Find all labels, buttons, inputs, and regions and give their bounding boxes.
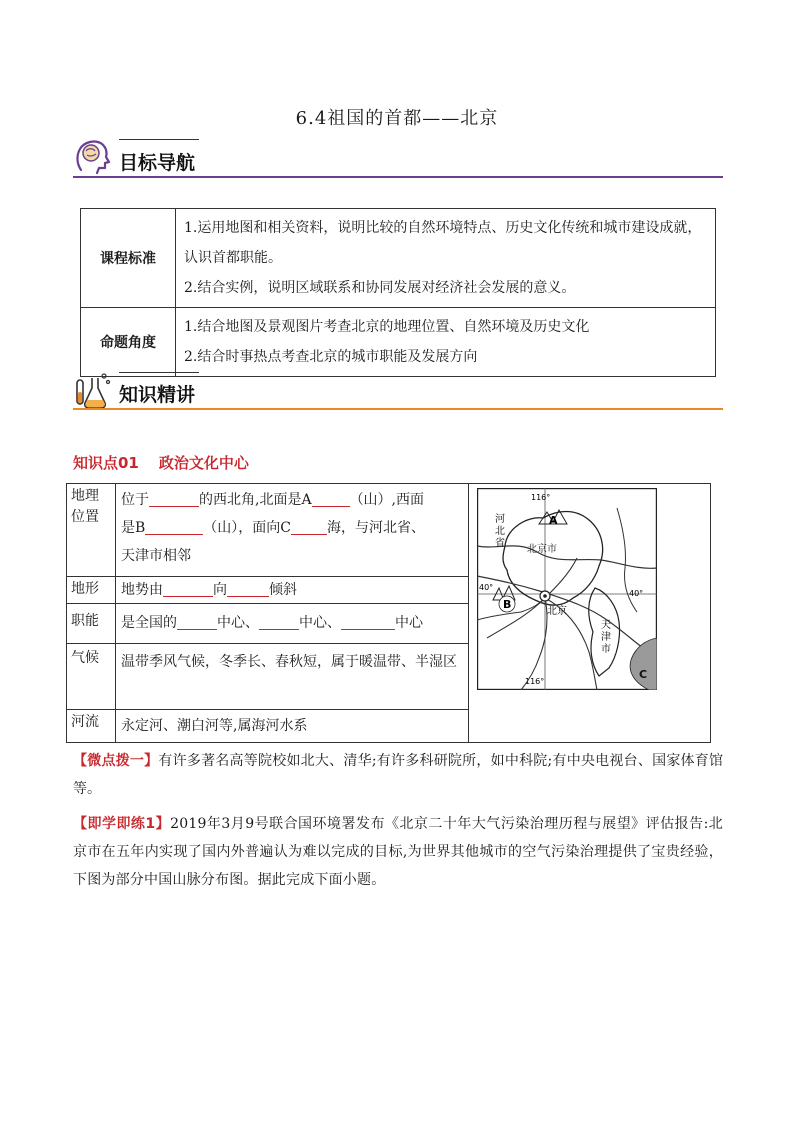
knowledge-point-number: 知识点01 [73,454,139,472]
map-label-a: A [549,514,558,527]
map-label-b: B [503,598,512,611]
tip-tag: 【微点拨一】 [73,753,159,769]
row-label: 地理位置 [67,484,116,577]
row-content [116,604,469,644]
map-label-c: C [639,668,648,681]
map-label-hebei-3: 省 [495,538,505,549]
section-deco-line [119,372,199,373]
row-label: 地形 [67,577,116,604]
fill-blank[interactable] [149,489,199,507]
row-label: 气候 [67,644,116,710]
beijing-region-map [477,488,657,690]
section-deco-line [119,139,199,140]
map-label-tianjin-1: 天 [601,620,611,631]
fill-blank[interactable] [177,612,217,630]
text-segment: 中心、 [299,615,341,631]
text-segment: 位于 [121,492,149,508]
map-label-hebei-2: 北 [495,526,505,537]
table-row [67,484,711,577]
text-segment: 倾斜 [269,582,297,598]
text-segment: （山），面向C [203,520,292,536]
map-cell [469,484,711,743]
row-label: 河流 [67,710,116,743]
text-segment: 是B [121,520,146,536]
row-label: 职能 [67,604,116,644]
fill-blank[interactable] [291,517,327,535]
text-segment: （山）,西面 [349,492,425,508]
latitude-label: 40° [479,583,494,592]
section-header-knowledge [73,370,723,415]
knowledge-point-title [73,452,269,473]
section-header-goals [73,136,723,181]
row-content [176,209,716,308]
map-label-beijing-city: 北京市 [527,544,557,555]
section-rule [73,176,723,178]
lab-flask-icon [73,370,113,410]
fill-blank[interactable] [227,579,269,597]
longitude-label: 116° [531,493,551,502]
fill-blank[interactable] [341,612,395,630]
text-segment: 中心、 [217,615,259,631]
longitude-label: 116° [525,677,545,686]
text-segment: 向 [213,582,227,598]
brain-head-icon [73,136,113,176]
table-row [81,308,716,377]
exercise-tag: 【即学即练1】 [73,816,171,832]
row-content: 温带季风气候，冬季长、春秋短，属于暖温带、半湿区 [116,644,469,710]
tip-text: 有许多著名高等院校如北大、清华;有许多科研院所，如中科院;有中央电视台、国家体育馆等。 [73,753,724,797]
map-label-hebei-1: 河 [495,514,505,525]
standard-line: 2.结合时事热点考查北京的城市职能及发展方向 [184,349,478,365]
row-content: 永定河、潮白河等,属海河水系 [116,710,469,743]
text-segment: 是全国的 [121,615,177,631]
document-title: 6.4祖国的首都——北京 [295,108,499,129]
map-label-tianjin-3: 市 [601,644,611,655]
tip-paragraph [73,747,723,803]
standard-line: 1.结合地图及景观图片考查北京的地理位置、自然环境及历史文化 [184,319,590,335]
section-rule [73,408,723,410]
fill-blank[interactable] [163,579,213,597]
map-label-beijing: 北京 [547,606,567,617]
exercise-text: 2019年3月9号联合国环境署发布《北京二十年大气污染治理历程与展望》评估报告:北京市在五年内实现了国内外普遍认为难以完成的目标,为世界其他城市的空气污染治理提供了宝贵经验，下图为部分中国山脉分布图。据此完成下面小题。 [73,816,723,888]
row-content [116,484,469,577]
section-title: 知识精讲 [119,384,196,406]
standard-line: 2.结合实例，说明区域联系和协同发展对经济社会发展的意义。 [184,280,576,296]
standard-line: 1.运用地图和相关资料，说明比较的自然环境特点、历史文化传统和城市建设成就，认识首都职能。 [184,220,702,266]
fill-blank[interactable] [259,612,299,630]
fill-blank[interactable] [145,517,203,535]
text-segment: 中心 [395,615,423,631]
text-segment: 的西北角,北面是A [199,492,312,508]
text-segment: 海，与河北省、 [327,520,426,536]
knowledge-table [66,483,711,743]
row-label: 命题角度 [81,308,176,377]
table-row [81,209,716,308]
exercise-paragraph [73,810,723,894]
row-content [176,308,716,377]
map-label-tianjin-2: 津 [601,632,611,643]
latitude-label: 40° [629,589,644,598]
section-title: 目标导航 [119,152,196,174]
text-segment: 天津市相邻 [121,548,191,564]
row-label: 课程标准 [81,209,176,308]
fill-blank[interactable] [312,489,350,507]
text-segment: 地势由 [121,582,163,598]
row-content [116,577,469,604]
curriculum-table [80,208,716,377]
knowledge-point-name: 政治文化中心 [158,454,249,472]
